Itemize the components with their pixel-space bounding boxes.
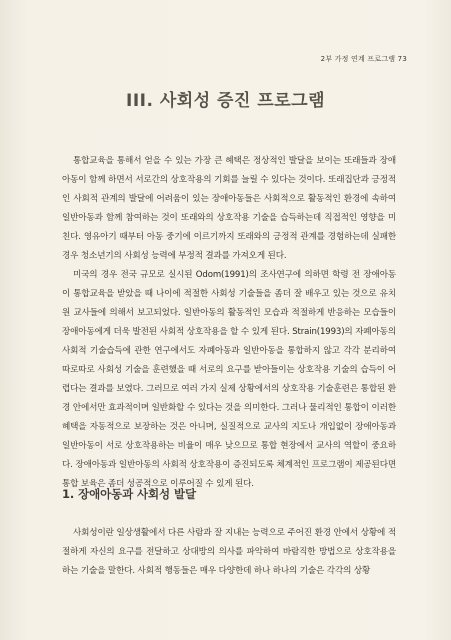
section-text [62, 524, 396, 581]
paragraph: 미국의 경우 전국 규모로 실시된 Odom(1991)의 조사연구에 의하면 학령 전 장애아동이 통합교육을 받았을 때 나이에 적절한 사회성 기술들을 좀더 잘 배우고 있는 것으로 유치원 교사들에 의해서 보고되었다. 일반아동의 활동적인 모습과 적절하게 반응하는 모습들이 장애아동에게 더욱 발전된 사회적 상호작용을 할 수 있게 된다. Strain(1993)의 자폐아동의 사회적 기술습득에 관한 연구에서도 자폐아동과 일반아동을 통합하지 않고 각각 분리하여 따로따로 사회성 기술을 훈련했을 때 서로의 요구를 받아들이는 상호작용 기술의 습득이 어렵다는 결과를 보였다. 그러므로 여러 가지 실제 상황에서의 상호작용 기술훈련은 통합된 환경 안에서만 효과적이며 일반화할 수 있다는 것을 의미한다. 그러나 물리적인 통합이 이러한 혜택을 자동적으로 보장하는 것은 아니며, 실질적으로 교사의 지도나 개입없이 장애아동과 일반아동이 서로 상호작용하는 비율이 매우 낮으므로 통합 현장에서 교사의 역할이 중요하다. 장애아동과 일반아동의 사회적 상호작용이 증진되도록 체계적인 프로그램이 제공된다면 통합 보육은 좀더 성공적으로 이루어질 수 있게 된다. [62, 270, 396, 489]
intro-text [62, 152, 396, 494]
paragraph: 사회성이란 일상생활에서 다른 사람과 잘 지내는 능력으로 주어진 환경 안에서 상황에 적절하게 자신의 요구를 전달하고 상대방의 의사를 파악하여 바람직한 방법으로 상호작용을 하는 기술을 말한다. 사회적 행동들은 매우 다양한데 하나 하나의 기술은 각각의 상황 [62, 528, 396, 576]
running-head: 2부 가정 연계 프로그램 73 [320, 55, 407, 63]
section-heading: 1. 장애아동과 사회성 발달 [62, 487, 196, 501]
paragraph: 통합교육을 통해서 얻을 수 있는 가장 큰 혜택은 정상적인 발달을 보이는 또래들과 장애아동이 함께 하면서 서로간의 상호작용의 기회를 늘릴 수 있다는 것이다. 또래집단과 긍정적인 사회적 관계의 발달에 어려움이 있는 장애아동들은 사회적으로 활동적인 환경에 속하여 일반아동과 함께 참여하는 것이 또래와의 상호작용 기술을 습득하는데 직접적인 영향을 미친다. 영유아기 때부터 아동 중기에 이르기까지 또래와의 긍정적 관계를 경험하는데 실패한 경우 청소년기의 사회성 능력에 부정적 결과를 가져오게 된다. [62, 156, 396, 261]
chapter-title: III. 사회성 증진 프로그램 [126, 91, 325, 111]
